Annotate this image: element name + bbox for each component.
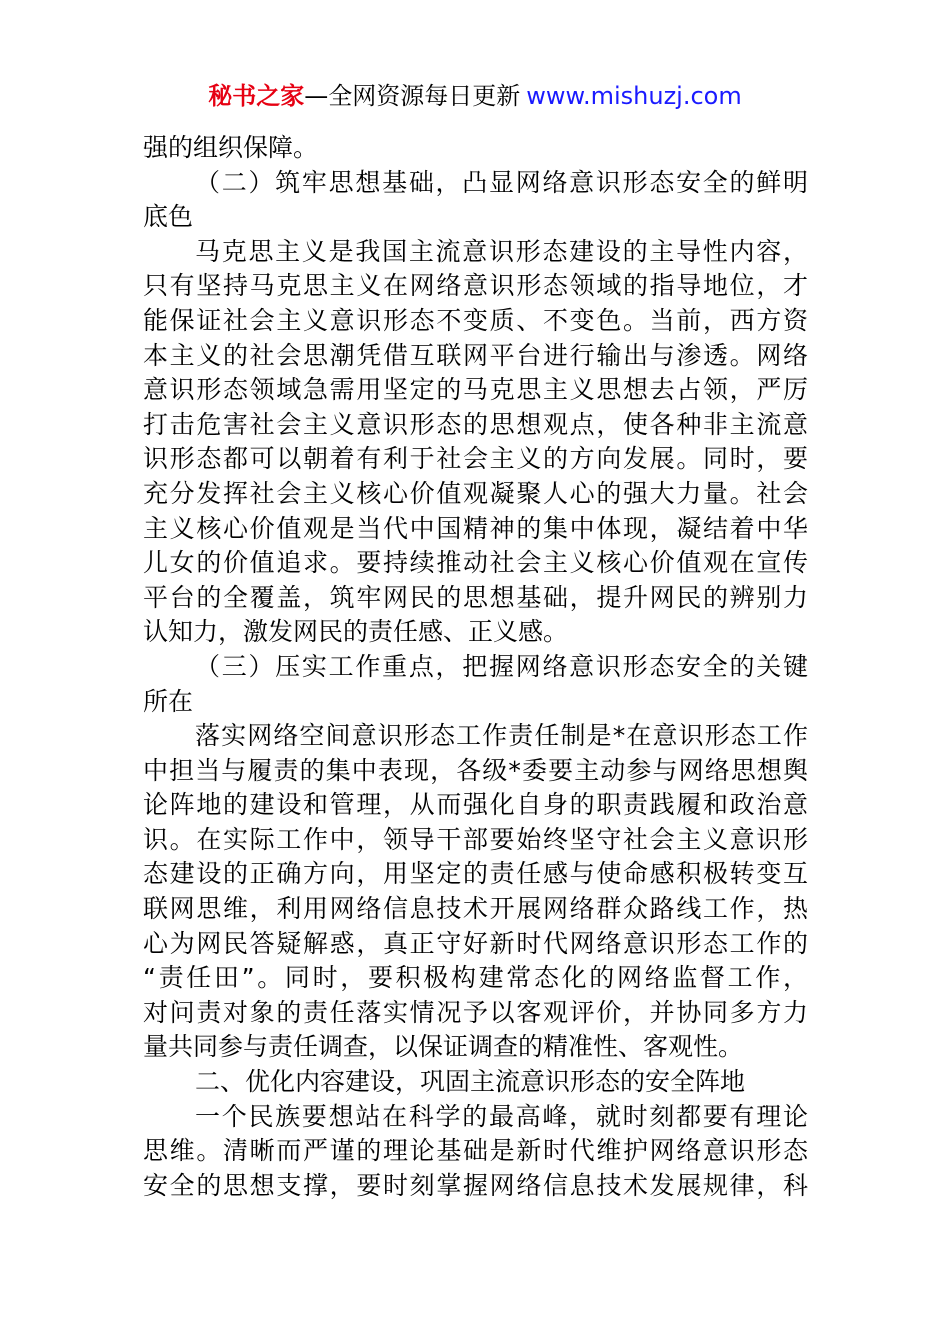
text-line: “责任田”。同时，要积极构建常态化的网络监督工作， [143,963,808,993]
text-line: 落实网络空间意识形态工作责任制是*在意识形态工作 [195,721,808,751]
text-line: 安全的思想支撑，要时刻掌握网络信息技术发展规律，科 [143,1170,808,1200]
site-header [0,80,950,112]
text-line: 思维。清晰而严谨的理论基础是新时代维护网络意识形态 [143,1136,808,1166]
site-brand: 秘书之家 [208,82,305,110]
text-line: 主义核心价值观是当代中国精神的集中体现，凝结着中华 [143,513,808,543]
text-line: 能保证社会主义意识形态不变质、不变色。当前，西方资 [143,305,808,335]
text-line: 打击危害社会主义意识形态的思想观点，使各种非主流意 [143,409,808,439]
text-line: 中担当与履责的集中表现，各级*委要主动参与网络思想舆 [143,755,808,785]
document-body [143,131,808,1203]
text-line: 量共同参与责任调查，以保证调查的精准性、客观性。 [143,1032,744,1062]
text-line: 儿女的价值追求。要持续推动社会主义核心价值观在宣传 [143,548,808,578]
text-line: 对问责对象的责任落实情况予以客观评价，并协同多方力 [143,997,808,1027]
site-tagline: —全网资源每日更新 [304,82,521,110]
text-line: 态建设的正确方向，用坚定的责任感与使命感积极转变互 [143,859,808,889]
text-line: 心为网民答疑解惑，真正守好新时代网络意识形态工作的 [143,928,808,958]
text-line: 认知力，激发网民的责任感、正义感。 [143,617,569,647]
site-url-link[interactable]: www.mishuzj.com [526,82,742,110]
text-line: 一个民族要想站在科学的最高峰，就时刻都要有理论 [195,1101,808,1131]
text-line: 识形态都可以朝着有利于社会主义的方向发展。同时，要 [143,444,808,474]
text-line: 底色 [143,202,194,232]
text-line: 二、优化内容建设，巩固主流意识形态的安全阵地 [195,1067,746,1097]
text-line: （三）压实工作重点，把握网络意识形态安全的关键 [195,651,808,681]
text-line: 马克思主义是我国主流意识形态建设的主导性内容， [195,236,808,266]
text-line: 平台的全覆盖，筑牢网民的思想基础，提升网民的辨别力 [143,582,808,612]
text-line: 只有坚持马克思主义在网络意识形态领域的指导地位，才 [143,271,808,301]
text-line: 所在 [143,686,194,716]
text-line: 识。在实际工作中，领导干部要始终坚守社会主义意识形 [143,824,808,854]
text-line: 强的组织保障。 [143,133,319,162]
text-line: （二）筑牢思想基础，凸显网络意识形态安全的鲜明 [195,167,808,197]
text-line: 意识形态领域急需用坚定的马克思主义思想去占领，严厉 [143,375,808,405]
text-line: 充分发挥社会主义核心价值观凝聚人心的强大力量。社会 [143,478,808,508]
text-line: 论阵地的建设和管理，从而强化自身的职责践履和政治意 [143,790,808,820]
text-line: 本主义的社会思潮凭借互联网平台进行输出与渗透。网络 [143,340,808,370]
text-line: 联网思维，利用网络信息技术开展网络群众路线工作，热 [143,894,808,924]
